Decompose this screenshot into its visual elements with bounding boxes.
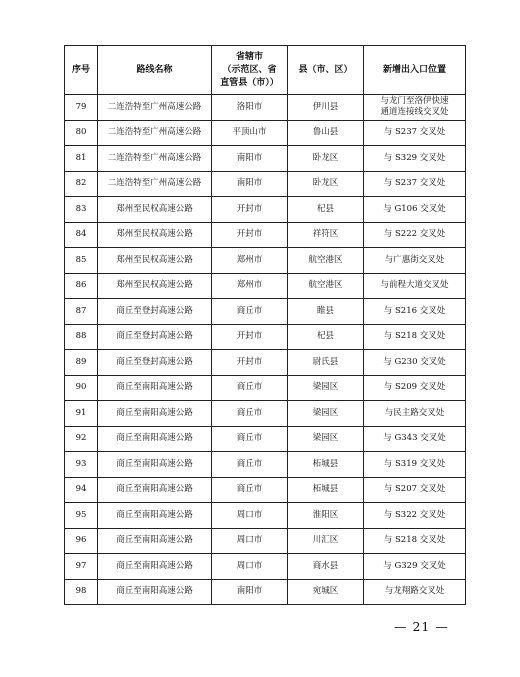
cell-route: 商丘至南阳高速公路 [98,528,212,554]
cell-seq: 97 [65,554,98,580]
cell-seq: 98 [65,579,98,605]
cell-seq: 80 [65,120,98,146]
cell-entrance: 与 S237 交叉处 [364,120,466,146]
cell-entrance: 与 G106 交叉处 [364,197,466,223]
cell-entrance: 与 S218 交叉处 [364,324,466,350]
cell-county: 柘城县 [288,452,364,478]
table-row [65,375,466,401]
table-row [65,579,466,605]
cell-city: 开封市 [212,324,288,350]
cell-seq: 83 [65,197,98,223]
cell-city: 郑州市 [212,273,288,299]
cell-route: 郑州至民权高速公路 [98,222,212,248]
cell-route: 二连浩特至广州高速公路 [98,171,212,197]
cell-county: 航空港区 [288,273,364,299]
cell-city: 商丘市 [212,401,288,427]
cell-city: 周口市 [212,528,288,554]
cell-county: 卧龙区 [288,171,364,197]
cell-county: 川汇区 [288,528,364,554]
table-row [65,452,466,478]
cell-entrance: 与 S222 交叉处 [364,222,466,248]
cell-entrance: 与 G343 交叉处 [364,426,466,452]
cell-entrance: 与 S329 交叉处 [364,146,466,172]
cell-entrance: 与 S322 交叉处 [364,503,466,529]
table-row [65,197,466,223]
cell-route: 商丘至南阳高速公路 [98,452,212,478]
cell-route: 商丘至南阳高速公路 [98,579,212,605]
header-city-line2: （示范区、省 [222,64,277,75]
header-entrance: 新增出入口位置 [364,46,466,95]
cell-seq: 92 [65,426,98,452]
cell-route: 二连浩特至广州高速公路 [98,95,212,121]
cell-county: 祥符区 [288,222,364,248]
table-row [65,350,466,376]
cell-route: 二连浩特至广州高速公路 [98,146,212,172]
cell-route: 商丘至登封高速公路 [98,350,212,376]
cell-seq: 94 [65,477,98,503]
cell-county: 梁园区 [288,401,364,427]
cell-route: 商丘至登封高速公路 [98,324,212,350]
cell-city: 商丘市 [212,452,288,478]
cell-entrance: 与民主路交叉处 [364,401,466,427]
cell-city: 开封市 [212,222,288,248]
table-row [65,426,466,452]
cell-entrance: 与龙翔路交叉处 [364,579,466,605]
cell-county: 杞县 [288,324,364,350]
cell-county: 鲁山县 [288,120,364,146]
cell-route: 郑州至民权高速公路 [98,273,212,299]
cell-seq: 91 [65,401,98,427]
cell-entrance: 与 G230 交叉处 [364,350,466,376]
cell-route: 商丘至南阳高速公路 [98,503,212,529]
cell-city: 郑州市 [212,248,288,274]
cell-city: 周口市 [212,554,288,580]
cell-city: 商丘市 [212,299,288,325]
cell-seq: 96 [65,528,98,554]
cell-seq: 95 [65,503,98,529]
cell-city: 开封市 [212,350,288,376]
cell-county: 尉氏县 [288,350,364,376]
cell-county: 梁园区 [288,426,364,452]
cell-entrance: 与 S209 交叉处 [364,375,466,401]
cell-seq: 89 [65,350,98,376]
cell-city: 南阳市 [212,146,288,172]
cell-city: 南阳市 [212,579,288,605]
cell-route: 商丘至南阳高速公路 [98,375,212,401]
table-row [65,503,466,529]
data-table [64,45,466,605]
cell-seq: 81 [65,146,98,172]
cell-county: 杞县 [288,197,364,223]
cell-city: 商丘市 [212,375,288,401]
cell-entrance [364,95,466,121]
cell-entrance: 与 S207 交叉处 [364,477,466,503]
cell-county: 梁园区 [288,375,364,401]
header-seq: 序号 [65,46,98,95]
cell-seq: 84 [65,222,98,248]
header-city-line3: 直管县（市）） [220,77,279,88]
table-row [65,171,466,197]
table-row [65,273,466,299]
cell-seq: 90 [65,375,98,401]
table-row [65,401,466,427]
cell-route: 商丘至南阳高速公路 [98,401,212,427]
cell-county: 伊川县 [288,95,364,121]
cell-seq: 93 [65,452,98,478]
cell-entrance: 与广惠街交叉处 [364,248,466,274]
table-row [65,299,466,325]
cell-seq: 88 [65,324,98,350]
table-row [65,120,466,146]
cell-route: 商丘至南阳高速公路 [98,477,212,503]
table-row [65,554,466,580]
table-row [65,222,466,248]
cell-entrance: 与 S319 交叉处 [364,452,466,478]
cell-county: 商水县 [288,554,364,580]
cell-county: 睢县 [288,299,364,325]
cell-county: 淮阳区 [288,503,364,529]
cell-entrance: 与 S216 交叉处 [364,299,466,325]
cell-county: 卧龙区 [288,146,364,172]
page-number: — 21 — [394,619,449,634]
table-header-row [65,46,466,95]
cell-entrance-line1: 与龙门至洛伊快速 [380,96,449,107]
cell-route: 商丘至登封高速公路 [98,299,212,325]
cell-seq: 86 [65,273,98,299]
cell-route: 郑州至民权高速公路 [98,248,212,274]
cell-county: 航空港区 [288,248,364,274]
cell-route: 郑州至民权高速公路 [98,197,212,223]
cell-city: 南阳市 [212,171,288,197]
cell-city: 周口市 [212,503,288,529]
table-row [65,477,466,503]
cell-seq: 87 [65,299,98,325]
cell-entrance: 与前程大道交叉处 [364,273,466,299]
cell-city: 商丘市 [212,477,288,503]
cell-entrance: 与 S237 交叉处 [364,171,466,197]
cell-entrance: 与 S218 交叉处 [364,528,466,554]
header-county: 县（市、区） [288,46,364,95]
cell-city: 商丘市 [212,426,288,452]
table-row [65,324,466,350]
cell-city: 平顶山市 [212,120,288,146]
cell-seq: 82 [65,171,98,197]
header-route: 路线名称 [98,46,212,95]
cell-city: 洛阳市 [212,95,288,121]
table-row [65,528,466,554]
table-row [65,146,466,172]
cell-route: 商丘至南阳高速公路 [98,426,212,452]
header-city [212,46,288,95]
cell-city: 开封市 [212,197,288,223]
cell-seq: 85 [65,248,98,274]
cell-county: 柘城县 [288,477,364,503]
cell-seq: 79 [65,95,98,121]
table-row [65,248,466,274]
header-city-line1: 省辖市 [235,51,263,62]
cell-entrance: 与 G329 交叉处 [364,554,466,580]
cell-county: 宛城区 [288,579,364,605]
cell-entrance-line2: 通道连接线交叉处 [380,107,449,118]
cell-route: 商丘至南阳高速公路 [98,554,212,580]
table-row [65,95,466,121]
cell-route: 二连浩特至广州高速公路 [98,120,212,146]
